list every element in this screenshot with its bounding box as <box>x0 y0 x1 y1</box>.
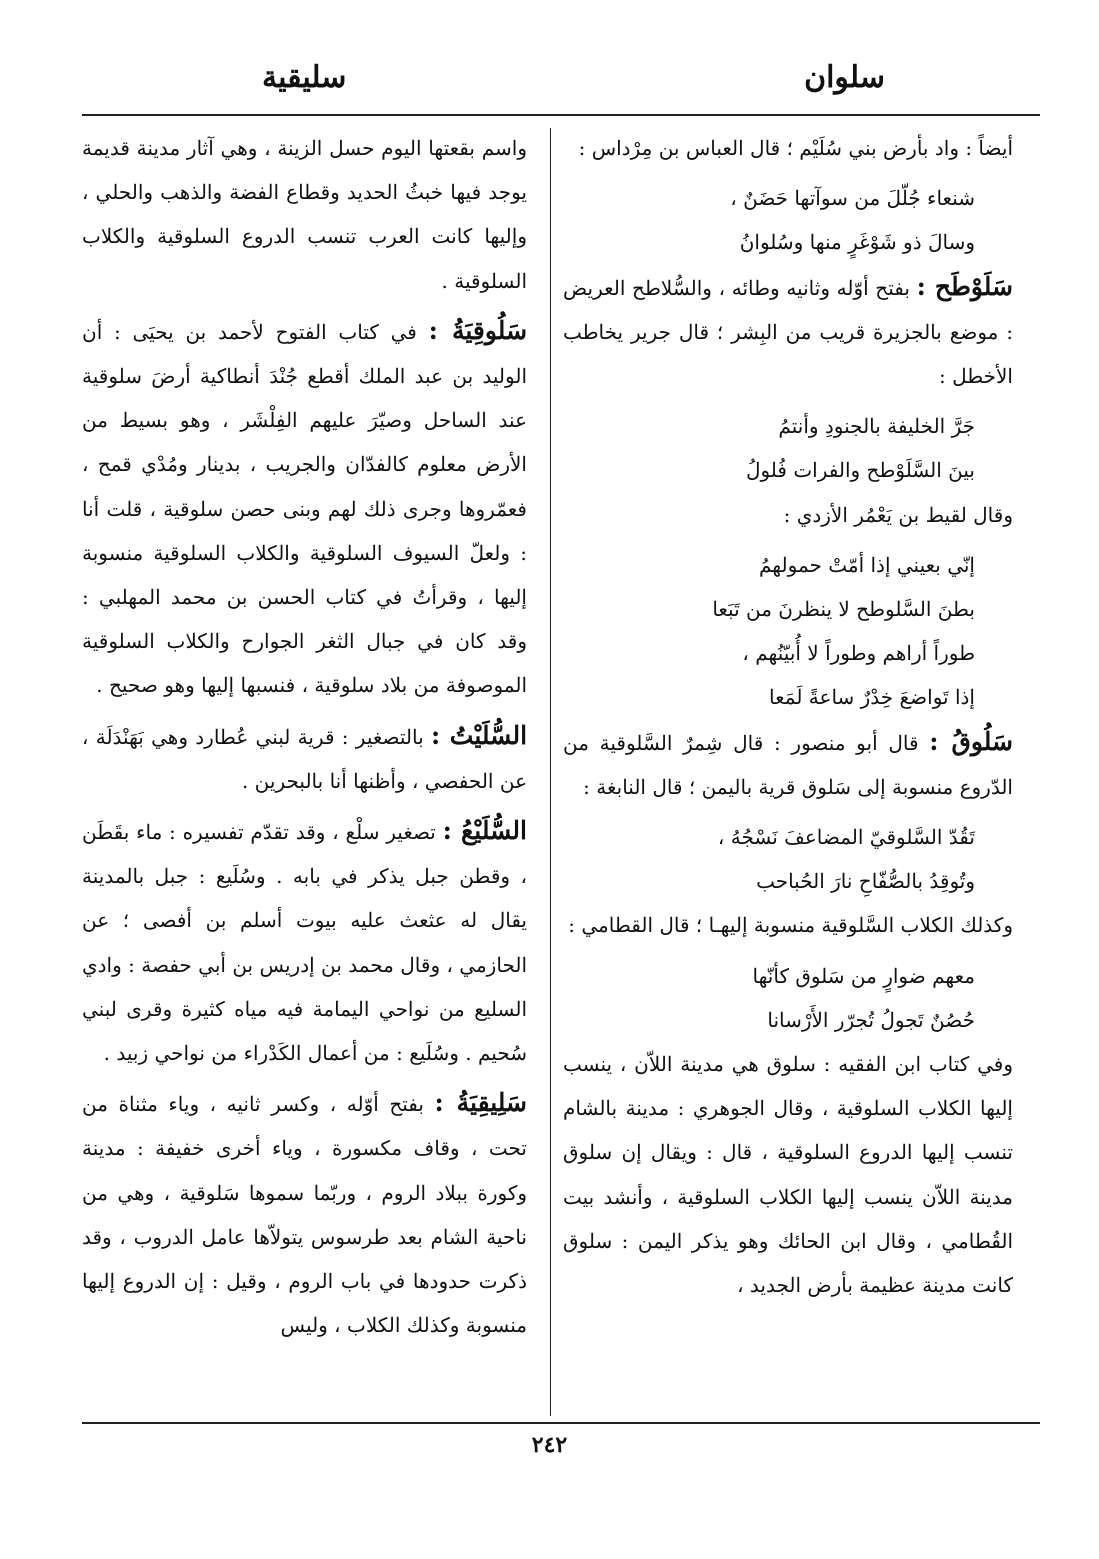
entry-body: في كتاب الفتوح لأحمد بن يحيَى : أن الوليد بن عبد الملك أقطع جُنْدَ أنطاكية أرضَ سلوقية عند الساحل وصيّرَ عليهم الفِلْشَر ، وهو بسيط من الأرض معلوم كالفدّان والجريب ، بدينار ومُدْي قمح ، فعمّروها وجرى ذلك لهم وبنى حصن سلوقية ، قلت أنا : ولعلّ السيوف السلوقية والكلاب السلوقية منسوبة إليها ، وقرأتُ في كتاب الحسن بن محمد المهلبي : وقد كان في جبال الثغر الجوارح والكلاب السلوقية الموصوفة من بلاد سلوقية ، فنسبها إليها وهو صحيح . <box>82 319 527 698</box>
verse-line: جَرَّ الخليفة بالجنودِ وأنتمُ <box>778 414 975 439</box>
paragraph: أيضاً : واد بأرض بني سُلَيْم ؛ قال العباس بن مِرْداس : <box>578 136 1013 160</box>
entry <box>563 720 1013 809</box>
page-header <box>0 60 1099 104</box>
verse-line: بطنَ السَّلوطح لا ينظرنَ من تَبَعا <box>712 597 975 622</box>
entry-headword: سَلُوقُ : <box>929 726 1013 756</box>
verse-line: وسالَ ذو شَوْغَرٍ منها وسُلوانُ <box>739 230 975 255</box>
verse-block <box>563 954 1013 1042</box>
paragraph: وقال لقيط بن يَعْمُر الأزدي : <box>783 502 1013 527</box>
entry <box>82 809 527 1075</box>
entry-headword: سَلَوْطَح : <box>916 271 1013 301</box>
verse-line: وتُوقِدُ بالصُّفّاحِ نارَ الحُباحب <box>756 869 975 894</box>
verse-block <box>563 404 1013 492</box>
running-head-left: سليقية <box>262 60 347 95</box>
verse-line: حُصُنٌ تَجولُ تُجرّر الأَرْسانا <box>767 1007 975 1032</box>
verse-line: بينَ السَّلَوْطح والفرات فُلولُ <box>745 458 975 483</box>
entry-headword: سَلُوقِيَةُ : <box>428 315 527 345</box>
verse-line: معهم ضوارٍ من سَلوق كأنّها <box>752 963 975 988</box>
paragraph: وكذلك الكلاب السَّلوقية منسوبة إليهـا ؛ قال القطامي : <box>568 913 1013 938</box>
paragraph: وفي كتاب ابن الفقيه : سلوق هي مدينة اللاّن ، ينسب إليها الكلاب السلوقية ، وقال الجوهري : مدينة بالشام تنسب إليها الدروع السلوقية ، قال : ويقال إن سلوق مدينة اللاّن ينسب إليها الكلاب السلوقية ، وأنشد بيت القُطامي ، وقال ابن الحائك وهو يذكر اليمن : سلوق كانت مدينة عظيمة بأرض الجديد ، <box>563 1052 1013 1298</box>
verse-line: شنعاء جُلّلَ من سوآتها حَضَنٌ ، <box>730 186 975 211</box>
verse-block <box>563 543 1013 720</box>
entry-body: بفتح أوّله وثانيه وطائه ، والسُّلاطح العريض : موضع بالجزيرة قريب من البِشر ؛ قال جرير يخاطب الأخطل : <box>563 275 1013 389</box>
verse-block <box>563 815 1013 903</box>
verse-line: طوراً أراهم وطوراً لا أُبيّنُهم ، <box>742 641 975 666</box>
entry-headword: السُّلَيْتُ : <box>430 720 527 750</box>
entry-body: تصغير سلْع ، وقد تقدّم تفسيره : ماء بقَطَن ، وقطن جبل يذكر في بابه . وسُلَيع : جبل بالمدينة يقال له عثعث عليه بيوت أسلم بن أفصى ؛ عن الحازمي ، وقال محمد بن إدريس بن أبي حفصة : وادي السليع من نواحي اليمامة فيه مياه كثيرة وقرى لبني سُحيم . وسُلَيع : من أعمال الكَدْراء من نواحي زبيد . <box>82 820 527 1066</box>
entry <box>563 265 1013 399</box>
right-column <box>563 126 1013 1422</box>
paragraph: واسم بقعتها اليوم حسل الزينة ، وهي آثار مدينة قديمة يوجد فيها خبثُ الحديد وقطاع الفضة والذهب والحلي ، وإليها كانت العرب تنسب الدروع السلوقية والكلاب السلوقية . <box>82 136 527 293</box>
running-head-right: سلوان <box>804 60 885 95</box>
entry <box>82 309 527 708</box>
column-divider <box>550 128 551 1416</box>
entry <box>82 714 527 803</box>
entry-body: بفتح أوّله ، وكسر ثانيه ، وياء مثناة من تحت ، وقاف مكسورة ، وياء أخرى خفيفة : مدينة وكورة ببلاد الروم ، وربّما سموها سَلوقية ، وهي من ناحية الشام بعد طرسوس يتولاّها عامل الدروب ، وقد ذكرت حدودها في باب الروم ، وقيل : إن الدروع إليها منسوبة وكذلك الكلاب ، وليس <box>82 1092 527 1338</box>
entry <box>82 1081 527 1347</box>
top-rule <box>82 114 1040 116</box>
page-number: ٢٤٢ <box>531 1432 568 1458</box>
verse-line: إنّي بعيني إذا أمّتْ حمولهمُ <box>759 552 975 577</box>
left-column <box>82 126 527 1422</box>
bottom-rule <box>82 1422 1040 1424</box>
verse-line: إذا تَواضعَ خِدْرٌ ساعةً لَمَعا <box>769 685 975 710</box>
entry-body: قال أبو منصور : قال شِمرٌ السَّلوقية من الدّروع منسوبة إلى سَلوق قرية باليمن ؛ قال النابغة : <box>563 730 1013 799</box>
verse-block <box>563 176 1013 264</box>
entry-headword: السُّلَيْعُ : <box>442 816 527 846</box>
entry-body: بالتصغير : قرية لبني عُطارد وهي بَهَنْدَلَة ، عن الحفصي ، وأظنها أنا بالبحرين . <box>82 724 527 793</box>
verse-line: تَقُدّ السَّلوقيّ المضاعفَ نَسْجُهُ ، <box>717 825 975 850</box>
entry-headword: سَلِيقِيَةُ : <box>434 1088 527 1118</box>
